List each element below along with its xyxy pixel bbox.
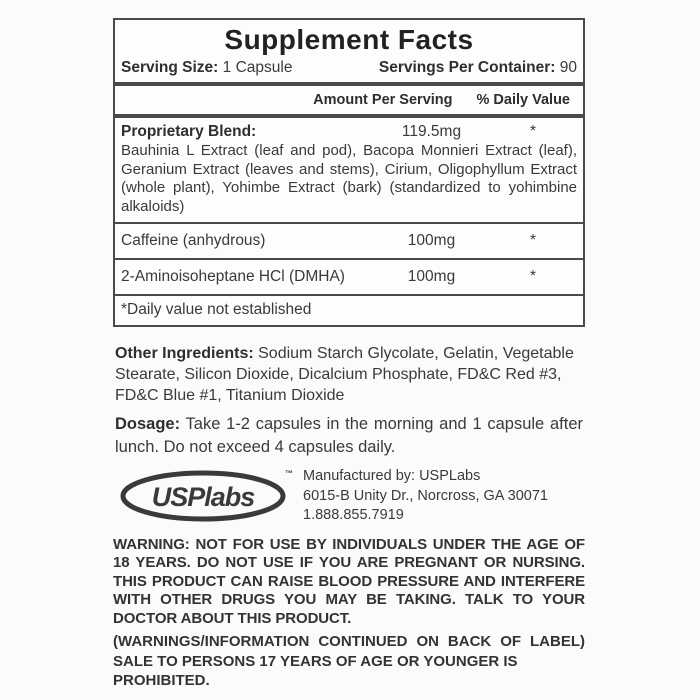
blend-amount-line (121, 123, 577, 141)
blend-name: Proprietary Blend: (121, 123, 257, 140)
nutrient-row-dmha (120, 260, 578, 294)
manufacturer-address: 6015-B Unity Dr., Norcross, GA 30071 (303, 487, 548, 504)
nutrient-amount: 100mg (407, 268, 456, 285)
continued-notice (113, 632, 585, 691)
serving-info-row (120, 57, 578, 82)
blend-amount: 119.5mg (401, 123, 462, 140)
other-ingredients-text: Sodium Starch Glycolate, Gelatin, Vegetable Stearate, Silicon Dioxide, Dicalcium Phosphate, FD&C Red #3, FD&C Blue #1, Titanium Dioxide (115, 345, 574, 404)
nutrient-name: 2-Aminoisoheptane HCl (DMHA) (121, 268, 345, 285)
serving-size-value: 1 Capsule (222, 59, 293, 76)
nutrient-amount: 100mg (407, 232, 456, 249)
warning-text: WARNING: NOT FOR USE BY INDIVIDUALS UNDER THE AGE OF 18 YEARS. DO NOT USE IF YOU ARE PREGNANT OR NURSING. THIS PRODUCT CAN RAISE BLOOD PRESSURE AND INTERFERE WITH OTHER DRUGS YOU MAY BE TAKING. TALK TO YOUR DOCTOR ABOUT THIS PRODUCT. (113, 535, 585, 627)
other-ingredients (113, 343, 585, 406)
trademark-symbol: ™ (285, 469, 293, 479)
nutrient-daily-value: * (529, 232, 537, 249)
dosage-label: Dosage: (115, 415, 181, 433)
manufacturer-phone: 1.888.855.7919 (303, 507, 404, 523)
manufactured-by-line: Manufactured by: USPLabs (303, 468, 481, 484)
nutrient-daily-value: * (529, 268, 537, 285)
serving-size-label: Serving Size: (121, 59, 219, 76)
daily-value-header: % Daily Value (476, 92, 570, 108)
column-headers (120, 86, 578, 114)
proprietary-blend-row (120, 118, 578, 222)
usplabs-logo (113, 467, 303, 525)
serving-size (121, 58, 292, 78)
other-ingredients-label: Other Ingredients: (115, 345, 254, 362)
supplement-label (113, 18, 585, 691)
supplement-facts-panel (113, 18, 585, 327)
servings-value: 90 (559, 59, 577, 76)
blend-daily-value: * (529, 123, 537, 140)
continued-line-1: (WARNINGS/INFORMATION CONTINUED ON BACK OF LABEL) (113, 633, 585, 650)
panel-title: Supplement Facts (224, 24, 474, 55)
usplabs-logo-icon (119, 467, 291, 525)
svg-text:USPlabs: USPlabs (151, 482, 255, 513)
blend-ingredients-list: Bauhinia L Extract (leaf and pod), Bacopa Monnieri Extract (leaf), Geranium Extract (leaves and stems), Cirium, Oligophyllum Extract (whole plant), Yohimbe Extract (bark) (standardized to yohimbine alkaloids) (121, 142, 577, 215)
nutrient-name: Caffeine (anhydrous) (121, 232, 266, 249)
servings-label: Servings Per Container: (378, 59, 556, 76)
dosage (113, 413, 585, 459)
continued-line-2: SALE TO PERSONS 17 YEARS OF AGE OR YOUNGER IS PROHIBITED. (113, 652, 518, 689)
dosage-text: Take 1-2 capsules in the morning and 1 capsule after lunch. Do not exceed 4 capsules daily. (115, 415, 583, 456)
servings-per-container (379, 58, 577, 78)
nutrient-row-caffeine (120, 224, 578, 258)
amount-per-serving-header: Amount Per Serving (313, 92, 453, 108)
manufacturer-block (113, 467, 585, 526)
daily-value-footnote: *Daily value not established (121, 301, 312, 318)
manufacturer-info (303, 467, 548, 526)
